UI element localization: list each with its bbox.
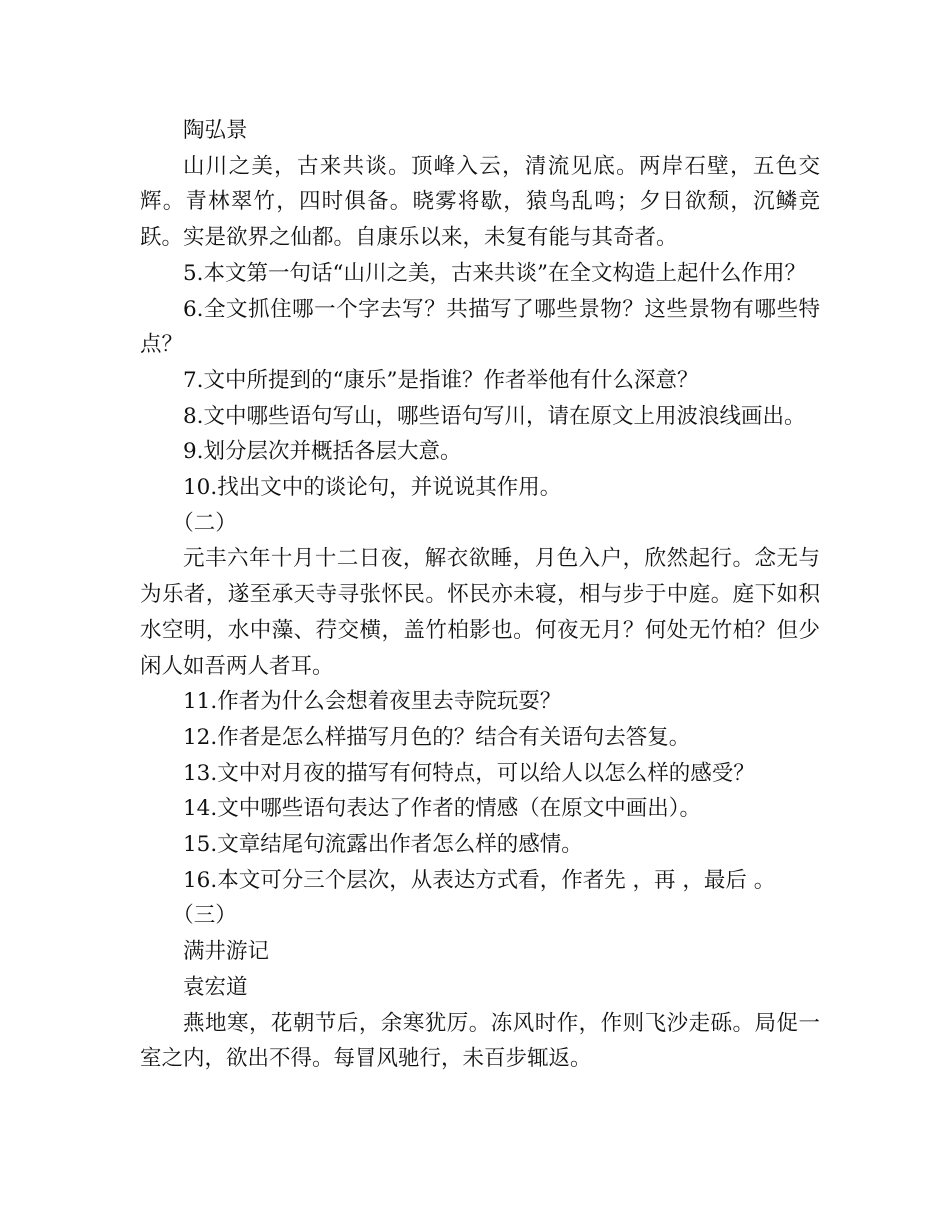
section-marker: （二） [172,510,237,536]
question-item: 15.文章结尾句流露出作者怎么样的感情。 [183,832,583,858]
section-marker: （三） [172,903,237,929]
author-name: 袁宏道 [183,974,248,1000]
question-item: 14.文中哪些语句表达了作者的情感（在原文中画出）。 [183,796,701,822]
question-item: 8.文中哪些语句写山，哪些语句写川，请在原文上用波浪线画出。 [183,403,806,429]
question-item: 6.全文抓住哪一个字去写？共描写了哪些景物？这些景物有哪些特点？ [140,296,820,358]
question-item: 5.本文第一句话“山川之美，古来共谈”在全文构造上起什么作用？ [183,260,806,286]
passage-paragraph: 山川之美，古来共谈。顶峰入云，清流见底。两岸石壁，五色交辉。青林翠竹，四时俱备。晓雾将歇，猿鸟乱鸣；夕日欲颓，沉鳞竞跃。实是欲界之仙都。自康乐以来，未复有能与其奇者。 [140,153,820,251]
passage-title: 满井游记 [183,939,270,965]
question-item: 11.作者为什么会想着夜里去寺院玩耍？ [183,689,562,715]
question-item: 16.本文可分三个层次，从表达方式看，作者先 ，再 ，最后 。 [183,867,776,893]
author-name: 陶弘景 [183,118,248,143]
question-item: 13.文中对月夜的描写有何特点，可以给人以怎么样的感受？ [183,760,755,786]
question-item: 10.找出文中的谈论句，并说说其作用。 [183,475,562,501]
question-item: 9.划分层次并概括各层大意。 [183,439,462,465]
document-body [140,113,820,1077]
question-item: 12.作者是怎么样描写月色的？结合有关语句去答复。 [183,724,691,750]
passage-paragraph: 燕地寒，花朝节后，余寒犹厉。冻风时作，作则飞沙走砾。局促一室之内，欲出不得。每冒风驰行，未百步辄返。 [140,1010,820,1072]
passage-paragraph: 元丰六年十月十二日夜，解衣欲睡，月色入户，欣然起行。念无与为乐者，遂至承天寺寻张怀民。怀民亦未寝，相与步于中庭。庭下如积水空明，水中藻、荇交横，盖竹柏影也。何夜无月？何处无竹柏？但少闲人如吾两人者耳。 [140,546,820,679]
question-item: 7.文中所提到的“康乐”是指谁？作者举他有什么深意？ [183,367,699,393]
